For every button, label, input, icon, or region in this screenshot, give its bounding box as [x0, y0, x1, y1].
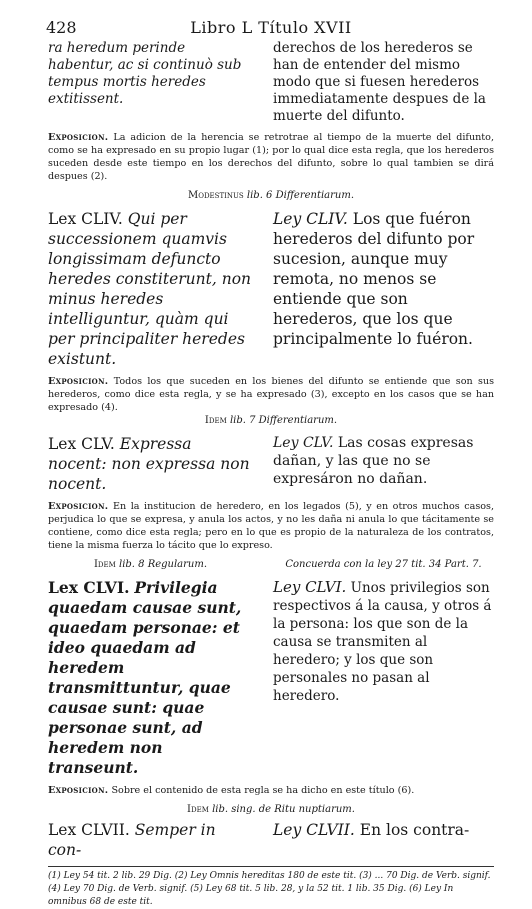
exposicion-label: Exposicion. — [48, 785, 109, 796]
source-1 — [48, 189, 494, 203]
footnotes: (1) Ley 54 tit. 2 lib. 29 Dig. (2) Ley Omnis hereditas 180 de este tit. (3) ... 70 Dig. de Verb. signif. (4) Ley 70 Dig. de Verb. signif. (5) Ley 68 tit. 5 lib. 28, y la 52 tit. 1 lib. 35 Dig. (6) Ley In omnibus 68 de este tit. — [48, 871, 491, 907]
page — [48, 18, 494, 909]
ley-text: Unos privilegios son respectivos á la causa, y otros á la persona: los que son de la causa se transmiten al heredero; y los que son personales no pasan al heredero. — [273, 580, 492, 704]
lex-text: Qui per successionem quamvis longissimam defuncto heredes constiterunt, non minus heredes intelliguntur, quàm qui per principaliter heredes existunt. — [48, 210, 252, 368]
page-header — [48, 18, 494, 40]
exposicion-label: Exposicion. — [48, 501, 109, 512]
page-number: 428 — [46, 18, 77, 37]
ley-text: Los que fuéron herederos del difunto por sucesion, aunque muy remota, no menos se entiende que son herederos, que los que principalmente lo fuéron. — [273, 210, 475, 348]
source-4 — [48, 803, 494, 817]
source-3 — [48, 558, 494, 572]
ley-text: En los contra- — [359, 821, 470, 839]
running-title: Libro L Título XVII — [190, 18, 352, 37]
exposicion-text: La adicion de la herencia se retrotrae al tiempo de la muerte del difunto, como se ha expresado en su propio lugar (1); por lo qual dice esta regla, que los herederos suceden desde este tiempo en los derechos del difunto, sobre lo qual tambien se dirá despues (2). — [48, 132, 494, 182]
ley-156 — [273, 578, 494, 778]
source-2 — [48, 414, 494, 428]
lex-154 — [48, 209, 253, 369]
exposicion-text: Todos los que suceden en los bienes del difunto se entiende que son sus herederos, como dice esta regla, y se ha expresado (3), excepto en los casos que se han expresado (4). — [48, 376, 494, 413]
exposicion-3 — [48, 500, 494, 552]
ley-157 — [273, 820, 494, 860]
footnote-rule — [48, 866, 494, 867]
source-left — [48, 558, 253, 572]
law-156 — [48, 578, 494, 778]
ley-number: Ley CLIV. — [273, 210, 348, 228]
concordance: Concuerda con la ley 27 tit. 34 Part. 7. — [285, 559, 482, 570]
exposicion-label: Exposicion. — [48, 132, 109, 143]
source-author: Idem — [93, 559, 116, 570]
intro-row — [48, 40, 494, 125]
law-154 — [48, 209, 494, 369]
intro-spanish: derechos de los herederos se han de entender del mismo modo que si fuesen herederos immediatamente despues de la muerte del difunto. — [273, 40, 486, 124]
ley-number: Ley CLV. — [273, 435, 334, 451]
law-157 — [48, 820, 494, 860]
ley-number: Ley CLVII. — [273, 821, 355, 839]
exposicion-text: Sobre el contenido de esta regla se ha dicho en este título (6). — [111, 785, 415, 796]
lex-number: Lex CLIV. — [48, 210, 123, 228]
lex-155 — [48, 434, 253, 494]
lex-156 — [48, 578, 253, 778]
source-ref: lib. 6 Differentiarum. — [246, 190, 355, 201]
source-author: Idem — [204, 415, 227, 426]
ley-number: Ley CLVI. — [273, 578, 347, 596]
ley-155 — [273, 434, 494, 494]
source-author: Modestinus — [187, 190, 244, 201]
lex-text: Semper in con- — [48, 821, 216, 859]
ley-text: Las cosas expresas dañan, y las que no se expresáron no dañan. — [273, 435, 474, 487]
exposicion-4 — [48, 784, 494, 797]
lex-text: Expressa nocent: non expressa non nocent. — [48, 435, 250, 493]
source-ref: lib. 8 Regularum. — [119, 559, 208, 570]
ley-154 — [273, 209, 494, 369]
lex-text: Privilegia quaedam causae sunt, quaedam personae: et ideo quaedam ad heredem transmittuntur, quae causae sunt: quae personae sunt, ad heredem non transeunt. — [48, 578, 242, 777]
exposicion-1 — [48, 131, 494, 183]
source-ref: lib. sing. de Ritu nuptiarum. — [212, 804, 355, 815]
lex-number: Lex CLVII. — [48, 821, 130, 839]
exposicion-2 — [48, 375, 494, 414]
law-155 — [48, 434, 494, 494]
intro-latin: ra heredum perinde habentur, ac si continuò sub tempus mortis heredes extitissent. — [48, 40, 242, 107]
exposicion-label: Exposicion. — [48, 376, 109, 387]
source-author: Idem — [187, 804, 209, 815]
exposicion-text: En la institucion de heredero, en los legados (5), y en otros muchos casos, perjudica lo que se expresa, y anula los actos, y no les daña ni anula lo que tácitamente se contiene, como dice esta regla; pero en lo que es propio de la naturaleza de los contratos, tiene la misma fuerza lo tácito que lo expreso. — [48, 501, 494, 551]
lex-number: Lex CLVI. — [48, 578, 130, 597]
lex-number: Lex CLV. — [48, 435, 115, 453]
lex-157 — [48, 820, 253, 860]
source-ref: lib. 7 Differentiarum. — [229, 415, 338, 426]
